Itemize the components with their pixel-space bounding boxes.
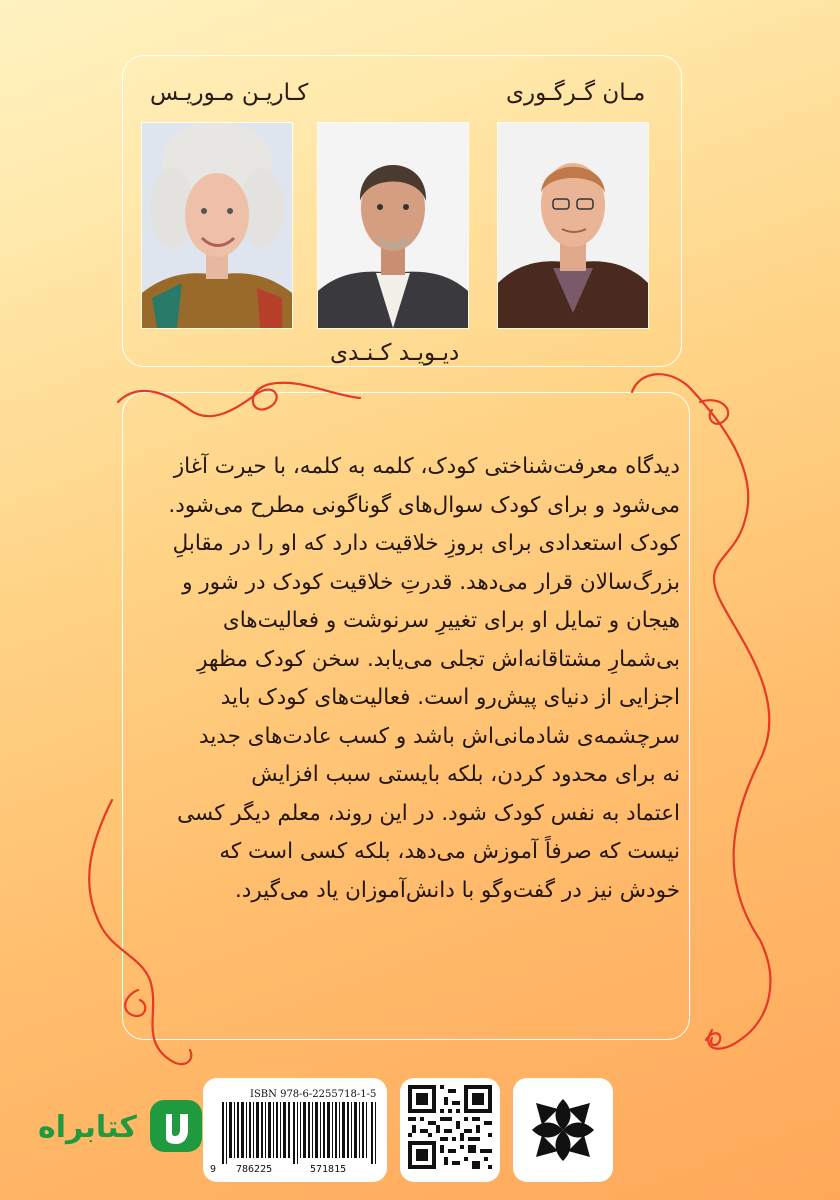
author-photo-morris xyxy=(141,122,293,329)
description-line: اجزایی از دنیای پیش‌رو است. فعالیت‌های کودک باید xyxy=(220,685,680,710)
description-line: اعتماد به نفس کودک شود. در این روند، معلم دیگر کسی xyxy=(177,800,680,826)
description-line: سرچشمه‌ی شادمانی‌اش باشد و کسب عادت‌های جدید xyxy=(199,723,680,749)
author-name-gregory: مـان گـرگـوری xyxy=(506,80,646,106)
isbn-label: ISBN 978-6-2255718-1-5 xyxy=(250,1089,377,1100)
barcode-icon xyxy=(222,1102,380,1164)
barcode-digits-left: 786225 xyxy=(236,1164,273,1175)
author-name-kennedy: دیـویـد کـنـدی xyxy=(330,340,460,366)
description-line: بی‌شمارِ مشتاقانه‌اش تجلی می‌یابد. سخن کودک مظهرِ xyxy=(197,646,680,672)
barcode-digits-right: 571815 xyxy=(310,1164,347,1175)
series-flower-logo-icon xyxy=(528,1095,598,1165)
author-photo-kennedy xyxy=(317,122,469,329)
description-line: می‌شود و برای کودک سوال‌های گوناگونی مطرح می‌شود. xyxy=(168,492,680,518)
author-photo-gregory xyxy=(497,122,649,329)
description-line: نیست که صرفاً آموزش می‌دهد، بلکه کسی است که xyxy=(219,839,680,864)
ketabrah-logo-icon xyxy=(148,1098,204,1154)
barcode-digit-first: 9 xyxy=(210,1164,217,1175)
description-line: بزرگ‌سالان قرار می‌دهد. قدرتِ خلاقیت کودک در شور و xyxy=(182,569,680,595)
author-name-morris: کـاریـن مـوریـس xyxy=(150,80,309,106)
book-description xyxy=(140,448,680,910)
description-line: دیدگاه معرفت‌شناختی کودک، کلمه به کلمه، با حیرت آغاز xyxy=(173,454,680,479)
ketabrah-wordmark: کتابراه xyxy=(38,1110,137,1145)
qr-code-icon xyxy=(408,1085,492,1169)
description-line: کودک استعدادی برای بروزِ خلاقیت دارد که او را در مقابلِ xyxy=(172,531,680,556)
description-line: نه برای محدود کردن، بلکه بایستی سبب افزایش xyxy=(251,762,680,787)
description-line: خودش نیز در گفت‌وگو با دانش‌آموزان یاد می‌گیرد. xyxy=(234,877,680,903)
description-line: هیجان و تمایل او برای تغییرِ سرنوشت و فعالیت‌های xyxy=(222,608,680,633)
